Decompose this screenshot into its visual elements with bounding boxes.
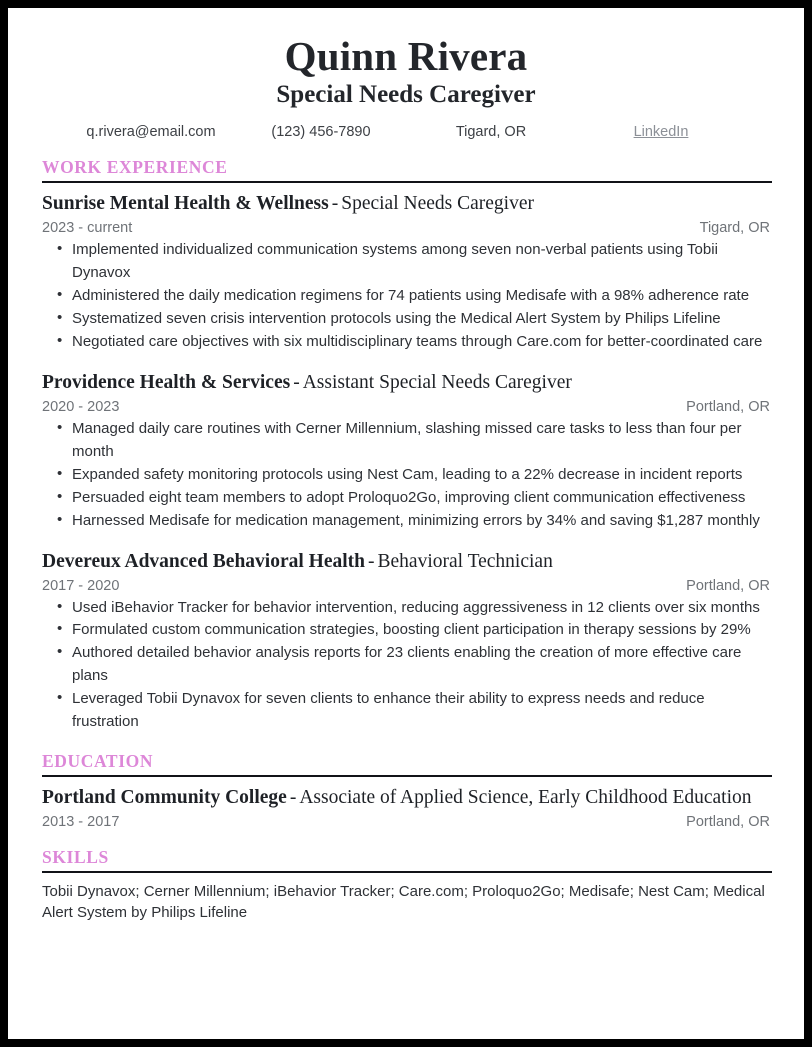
candidate-headline: Special Needs Caregiver [276, 81, 536, 109]
section-divider [42, 871, 772, 873]
entry-separator: - [293, 371, 300, 393]
contact-linkedin[interactable]: LinkedIn [633, 124, 689, 141]
entry-meta [42, 578, 770, 594]
section-title-education: EDUCATION [42, 751, 154, 772]
entry-bullet-list [42, 597, 770, 735]
entry-bullet-list [42, 418, 770, 533]
resume-header [26, 34, 786, 140]
work-entry [42, 371, 770, 533]
entry-bullet: • Negotiated care objectives with six multidisciplinary teams through Care.com for better-coordinated care [42, 331, 770, 354]
candidate-name: Quinn Rivera [284, 33, 528, 79]
entry-heading [42, 371, 770, 396]
entry-bullet-list [42, 239, 770, 354]
section-skills [26, 847, 786, 924]
entry-organization: Sunrise Mental Health & Wellness [42, 193, 329, 215]
entry-role: Behavioral Technician [377, 550, 553, 572]
skills-list: Tobii Dynavox; Cerner Millennium; iBehavior Tracker; Care.com; Proloquo2Go; Medisafe; Nest Cam; Medical Alert System by Philips Lifeline [42, 883, 765, 922]
entry-dates: 2020 - 2023 [42, 398, 120, 415]
entry-bullet: • Systematized seven crisis intervention protocols using the Medical Alert System by Philips Lifeline [42, 308, 770, 331]
entry-heading [42, 786, 770, 811]
entry-separator: - [289, 787, 297, 809]
section-divider [42, 775, 772, 777]
entry-location: Portland, OR [686, 398, 770, 415]
entry-role: Assistant Special Needs Caregiver [302, 371, 572, 393]
entry-organization: Providence Health & Services [42, 371, 291, 393]
work-entry-list [26, 192, 786, 734]
resume-page [8, 8, 804, 1039]
entry-bullet: • Persuaded eight team members to adopt Proloquo2Go, improving client communication effectiveness [42, 487, 770, 510]
entry-meta [42, 399, 770, 415]
education-entry-list [26, 786, 786, 830]
entry-separator: - [331, 193, 339, 215]
entry-organization: Portland Community College [42, 787, 287, 809]
entry-role: Associate of Applied Science, Early Childhood Education [299, 787, 752, 809]
entry-dates: 2023 - current [42, 220, 133, 237]
entry-role: Special Needs Caregiver [341, 193, 534, 215]
contact-location: Tigard, OR [455, 124, 527, 141]
entry-dates: 2013 - 2017 [42, 814, 120, 831]
entry-bullet: • Implemented individualized communication systems among seven non-verbal patients using Tobii Dynavox [42, 239, 770, 285]
entry-location: Tigard, OR [699, 220, 770, 237]
section-title-work-experience: WORK EXPERIENCE [42, 157, 228, 178]
entry-bullet: • Managed daily care routines with Cerner Millennium, slashing missed care tasks to less than four per month [42, 418, 770, 464]
contact-phone: (123) 456-7890 [271, 124, 371, 141]
entry-heading [42, 192, 770, 217]
entry-heading [42, 550, 770, 575]
entry-bullet: • Harnessed Medisafe for medication management, minimizing errors by 34% and saving $1,287 monthly [42, 510, 770, 533]
entry-dates: 2017 - 2020 [42, 577, 120, 594]
education-entry [42, 786, 770, 830]
entry-bullet: • Leveraged Tobii Dynavox for seven clients to enhance their ability to express needs and reduce frustration [42, 688, 770, 734]
entry-location: Portland, OR [686, 577, 770, 594]
section-education [26, 751, 786, 830]
entry-location: Portland, OR [686, 814, 770, 831]
entry-bullet: • Authored detailed behavior analysis reports for 23 clients enabling the creation of more effective care plans [42, 642, 770, 688]
work-entry [42, 192, 770, 354]
entry-bullet: • Administered the daily medication regimens for 74 patients using Medisafe with a 98% adherence rate [42, 285, 770, 308]
entry-organization: Devereux Advanced Behavioral Health [42, 550, 365, 572]
entry-bullet: • Expanded safety monitoring protocols using Nest Cam, leading to a 22% decrease in incident reports [42, 464, 770, 487]
entry-meta [42, 814, 770, 830]
section-divider [42, 181, 772, 183]
entry-bullet: • Formulated custom communication strategies, boosting client participation in therapy sessions by 29% [42, 619, 770, 642]
contact-row [66, 124, 746, 140]
entry-separator: - [368, 550, 375, 572]
entry-meta [42, 220, 770, 236]
entry-bullet: • Used iBehavior Tracker for behavior intervention, reducing aggressiveness in 12 clients over six months [42, 597, 770, 620]
section-title-skills: SKILLS [42, 847, 109, 868]
work-entry [42, 550, 770, 735]
section-work-experience [26, 157, 786, 734]
contact-email: q.rivera@email.com [86, 124, 216, 141]
